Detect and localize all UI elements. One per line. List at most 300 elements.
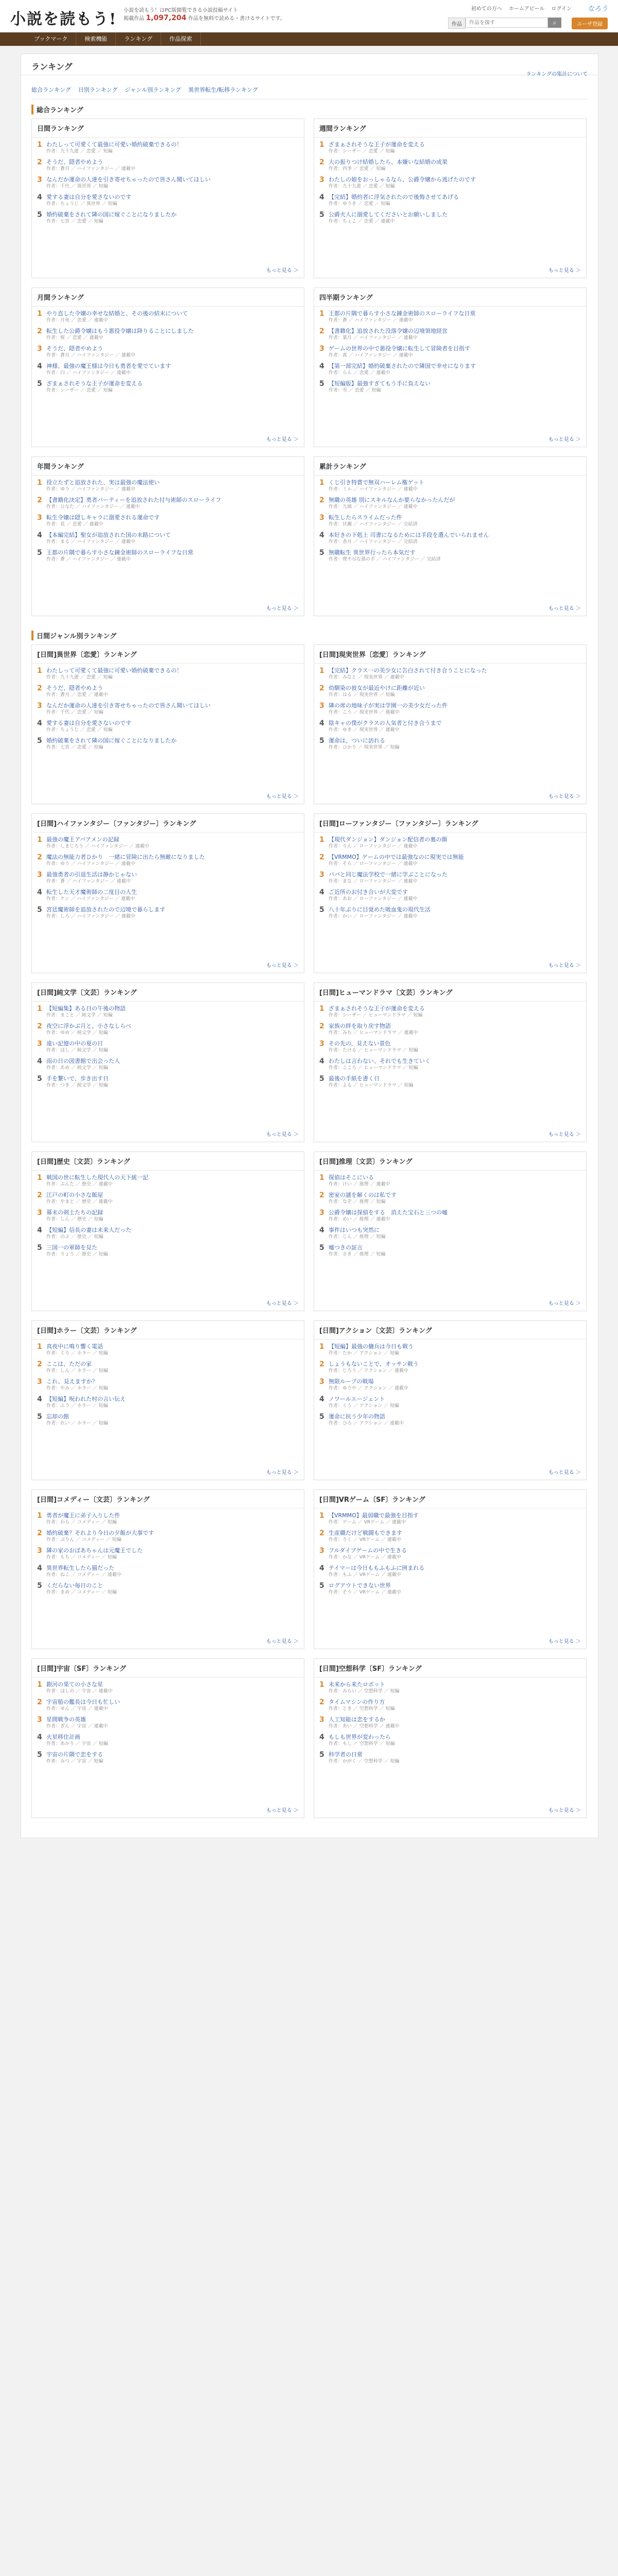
list-item <box>314 138 586 155</box>
work-meta: 作者：つき ／ 純文学 ／ 短編 <box>46 1083 108 1088</box>
rank-number: 3 <box>319 176 324 184</box>
work-title-link[interactable]: 探偵はそこにいる <box>329 1174 374 1181</box>
work-title-link[interactable]: 【書籍化】追放された没落令嬢の辺境領地経営 <box>329 328 448 334</box>
list-item <box>314 1037 586 1054</box>
work-title-link[interactable]: 嘘つきの証言 <box>329 1244 363 1251</box>
user-register-button[interactable]: ユーザ登録 <box>572 18 608 29</box>
rank-number: 3 <box>37 702 42 710</box>
work-meta: 作者：ちょうじ ／ 異世界 ／ 短編 <box>46 201 117 207</box>
work-title-link[interactable]: 【本編完結】聖女が追放された国の末路について <box>46 532 171 538</box>
list-item <box>32 885 304 903</box>
work-title-link[interactable]: 転生した天才魔術師の二度目の人生 <box>46 889 137 895</box>
list-item <box>314 1509 586 1526</box>
work-title-link[interactable]: 転生した公爵令嬢はもう悪役令嬢は降りることにしました <box>46 328 194 334</box>
search-input[interactable] <box>466 18 548 28</box>
list-item <box>32 1695 304 1713</box>
work-title-link[interactable]: タイムマシンの作り方 <box>329 1699 385 1705</box>
list-item <box>314 1579 586 1596</box>
rank-number: 2 <box>319 327 324 335</box>
work-meta: 作者：けい ／ 推理 ／ 連載中 <box>329 1182 390 1187</box>
work-title-link[interactable]: 愛する妻は自分を愛さないのです <box>46 194 131 200</box>
work-title-link[interactable]: 真夜中に鳴り響く電話 <box>46 1343 103 1350</box>
work-title-link[interactable]: 忘却の館 <box>46 1413 69 1420</box>
work-meta: 作者：たか ／ アクション ／ 短編 <box>329 1351 399 1356</box>
rank-number: 2 <box>37 496 42 504</box>
more-link[interactable]: もっと見る ＞ <box>266 1470 299 1476</box>
work-title-link[interactable]: 愛する妻は自分を愛さないのです <box>46 720 131 726</box>
work-title-link[interactable]: 転生したらスライムだった件 <box>329 514 402 521</box>
rank-number: 2 <box>319 158 324 166</box>
work-meta: 作者：たける ／ ヒューマンドラマ ／ 短編 <box>329 1048 418 1053</box>
work-title-link[interactable]: 異世界転生したら猫だった <box>46 1565 114 1571</box>
work-meta: 作者：九十九遊 ／ 恋愛 ／ 短編 <box>329 184 395 189</box>
work-title-link[interactable]: 隣の席の地味子が実は学園一の美少女だった件 <box>329 702 448 709</box>
ranking-grid <box>31 645 588 1827</box>
nav-bookmark[interactable]: ブックマーク <box>26 32 76 46</box>
work-title-link[interactable]: 王都の片隅で暮らす小さな錬金術師のスローライフな日常 <box>46 549 194 556</box>
card-title: [日間]異世界〔恋愛〕ランキング <box>32 645 304 664</box>
rank-number: 2 <box>319 1022 324 1030</box>
work-title-link[interactable]: ババと同じ魔法学校で一緒に学ぶことになった <box>329 871 448 878</box>
list-item <box>314 1375 586 1392</box>
work-title-link[interactable]: 【書籍化決定】勇者パーティーを追放された付与術師のスローライフ <box>46 497 221 503</box>
work-title-link[interactable]: 宇宙船の艦長は今日も忙しい <box>46 1699 120 1705</box>
work-meta: 作者：伏瀬 ／ ハイファンタジー ／ 完結済 <box>329 522 418 527</box>
work-title-link[interactable]: くじ引き特賞で無双ハーレム権ゲット <box>329 479 424 486</box>
card-title: [日間]ローファンタジー〔ファンタジー〕ランキング <box>314 814 586 833</box>
page-header <box>21 54 598 75</box>
work-meta: 作者：理不尽な孫の手 ／ ハイファンタジー ／ 完結済 <box>329 557 441 562</box>
nav-search[interactable]: 検索機能 <box>76 32 116 46</box>
list-item <box>32 324 304 342</box>
more-link[interactable]: もっと見る ＞ <box>548 1301 581 1307</box>
ranking-card <box>314 1489 587 1649</box>
work-title-link[interactable]: ざまぁされそうな王子が運命を変える <box>329 141 425 148</box>
list-item <box>314 1223 586 1241</box>
work-title-link[interactable]: 未来から来たロボット <box>329 1681 385 1688</box>
work-title-link[interactable]: 江戸の町の小さな飯屋 <box>46 1192 103 1198</box>
rank-number: 1 <box>319 479 324 487</box>
rank-number: 4 <box>319 531 324 539</box>
work-title-link[interactable]: ノワールエージェント <box>329 1396 385 1402</box>
more-link[interactable]: もっと見る ＞ <box>266 606 299 612</box>
rank-number: 4 <box>37 1057 42 1065</box>
list-item <box>314 307 586 324</box>
top-link[interactable]: ログイン <box>551 6 572 12</box>
work-title-link[interactable]: わたしは言わない、それでも生きていく <box>329 1058 431 1064</box>
work-title-link[interactable]: 大の振りつけ結婚したら、本嫌いな結婚の成果 <box>329 159 448 165</box>
work-title-link[interactable]: 魔法の無能力者ひかり 一緒に冒険に出たら無敵になりました <box>46 854 205 860</box>
work-title-link[interactable]: 【短編】最強の傭兵は今日も戦う <box>329 1343 414 1350</box>
work-meta: 作者：七宮 ／ 恋愛 ／ 短編 <box>46 745 104 750</box>
site-header <box>0 0 618 32</box>
more-link[interactable]: もっと見る ＞ <box>548 794 581 800</box>
card-title: [日間]推理〔文芸〕ランキング <box>314 1152 586 1171</box>
ranking-help-link[interactable]: ランキングの集計について <box>526 72 588 77</box>
rank-number: 4 <box>319 1057 324 1065</box>
work-meta: 作者：こころ ／ ヒューマンドラマ ／ 短編 <box>329 1065 418 1071</box>
work-title-link[interactable]: 【完結】婚約者に浮気されたので後悔させてあげる <box>329 194 459 200</box>
work-title-link[interactable]: 【現代ダンジョン】ダンジョン配信者の裏の顔 <box>329 836 448 843</box>
work-title-link[interactable]: 【完結】クラス一の美少女に告白されて付き合うことになった <box>329 667 487 674</box>
work-title-link[interactable]: 【短編】呪われた村の言い伝え <box>46 1396 126 1402</box>
tab-genre[interactable]: ジャンル別ランキング <box>125 87 181 93</box>
work-title-link[interactable]: 手を繋いで、歩き出す日 <box>46 1075 109 1082</box>
work-title-link[interactable]: 八十年ぶりに目覚めた吸血鬼の現代生活 <box>329 906 431 913</box>
rank-number: 1 <box>319 667 324 675</box>
card-title: [日間]歴史〔文芸〕ランキング <box>32 1152 304 1171</box>
list-item <box>314 1677 586 1695</box>
rank-number: 2 <box>37 1022 42 1030</box>
work-title-link[interactable]: 幕末の剣士たちの記録 <box>46 1209 103 1216</box>
search-box <box>448 18 561 29</box>
rank-number: 3 <box>37 1040 42 1048</box>
list-item <box>32 546 304 563</box>
card-title: [日間]ホラー〔文芸〕ランキング <box>32 1321 304 1340</box>
work-title-link[interactable]: 運命は、ついに訪れる <box>329 737 385 744</box>
work-title-link[interactable]: 【短編】信長の妻は未来人だった <box>46 1227 131 1233</box>
work-title-link[interactable]: 最強勇者の引退生活は静かじゃない <box>46 871 137 878</box>
work-meta: 作者：あい ／ 空想科学 ／ 連載中 <box>329 1724 400 1729</box>
work-title-link[interactable]: 銀河の果ての小さな星 <box>46 1681 103 1688</box>
top-link[interactable]: ホームアピール <box>508 6 545 12</box>
work-meta: 作者：ゆき ／ 現実世界 ／ 連載中 <box>329 727 400 733</box>
work-title-link[interactable]: くだらない毎日のこと <box>46 1582 103 1589</box>
ranking-card <box>31 982 304 1142</box>
work-meta: 作者：あお ／ ローファンタジー ／ 連載中 <box>329 896 418 902</box>
work-title-link[interactable]: 隣の家のおばあちゃんは元魔王でした <box>46 1547 143 1554</box>
rank-number: 4 <box>37 719 42 727</box>
search-button[interactable] <box>548 18 561 28</box>
work-meta: 作者：しろ ／ ハイファンタジー ／ 連載中 <box>46 914 135 919</box>
work-meta: 作者：ふう ／ ホラー ／ 短編 <box>46 1403 108 1409</box>
rank-number: 5 <box>319 380 324 388</box>
rank-number: 2 <box>37 1191 42 1199</box>
more-link[interactable]: もっと見る ＞ <box>266 268 299 274</box>
work-title-link[interactable]: 星間戦争の英雄 <box>46 1716 86 1723</box>
list-item <box>32 1206 304 1223</box>
work-title-link[interactable]: 婚約破棄をされて隣の国に嫁ぐことになりましたか <box>46 737 177 744</box>
list-item <box>314 377 586 394</box>
rank-number: 1 <box>319 1512 324 1520</box>
rank-number: 2 <box>319 853 324 861</box>
work-title-link[interactable]: 無職転生 異世界行ったら本気だす <box>329 549 416 556</box>
work-meta: 作者：九頭 ／ ハイファンタジー ／ 連載中 <box>329 504 418 510</box>
work-meta: 作者：ほしの ／ 宇宙 ／ 連載中 <box>46 1689 113 1694</box>
rank-number: 3 <box>319 345 324 353</box>
work-meta: 作者：九十九遊 ／ 恋愛 ／ 短編 <box>46 149 113 154</box>
list-item <box>32 1054 304 1072</box>
work-title-link[interactable]: 婚約破棄をされて隣の国に嫁ぐことになりましたか <box>46 211 177 218</box>
tab-overall[interactable]: 総合ランキング <box>31 87 71 93</box>
list-item <box>32 1357 304 1375</box>
top-links <box>466 4 572 12</box>
rank-number: 3 <box>37 345 42 353</box>
nav-ranking[interactable]: ランキング <box>116 32 161 46</box>
more-link[interactable]: もっと見る ＞ <box>266 1132 299 1138</box>
work-title-link[interactable]: 本好きの下剋上 司書になるためには手段を選んでいられません <box>329 532 489 538</box>
work-meta: 作者：りく ／ VRゲーム ／ 連載中 <box>329 1537 401 1543</box>
work-meta: 作者：よる ／ ヒューマンドラマ ／ 短編 <box>329 1083 414 1088</box>
more-link[interactable]: もっと見る ＞ <box>548 437 581 443</box>
work-title-link[interactable]: 三国一の軍師を見た <box>46 1244 97 1251</box>
work-title-link[interactable]: 人工知能は恋をするか <box>329 1716 385 1723</box>
work-title-link[interactable]: 家族の絆を取り戻す物語 <box>329 1023 391 1029</box>
work-title-link[interactable]: 宮廷魔術師を追放されたので辺境で暮らします <box>46 906 165 913</box>
search-type-select[interactable]: 作品 <box>448 18 466 29</box>
work-meta: 作者：しん ／ 歴史 ／ 短編 <box>46 1217 104 1222</box>
rank-number: 5 <box>37 1075 42 1083</box>
work-title-link[interactable]: しょうもないことで、オッサン戦う <box>329 1361 419 1367</box>
work-title-link[interactable]: ゲームの世界の中で悪役令嬢に転生して冒険者を目指す <box>329 345 470 352</box>
list-item <box>314 681 586 699</box>
search-icon: ⌕ <box>553 19 557 26</box>
work-title-link[interactable]: ざまぁされそうな王子が運命を変える <box>46 380 143 387</box>
work-title-link[interactable]: 密室の謎を解くのは私です <box>329 1192 397 1198</box>
rank-number: 5 <box>319 737 324 745</box>
top-link[interactable]: 初めての方へ <box>471 6 502 12</box>
work-title-link[interactable]: 公爵令嬢は探偵をする 消えた宝石と三つの嘘 <box>329 1209 448 1216</box>
more-link[interactable]: もっと見る ＞ <box>266 794 299 800</box>
work-title-link[interactable]: 運命に抗う少年の物語 <box>329 1413 385 1420</box>
list-item <box>32 208 304 225</box>
rank-number: 2 <box>37 158 42 166</box>
rank-number: 1 <box>37 836 42 844</box>
work-meta: 作者：くう ／ アクション ／ 短編 <box>329 1403 399 1409</box>
work-meta: 作者：めい ／ 推理 ／ 連載中 <box>329 1217 390 1222</box>
work-title-link[interactable]: 夜空に浮かぶ月と、小さなしらべ <box>46 1023 131 1029</box>
rank-number: 3 <box>319 1716 324 1724</box>
card-title: [日間]宇宙〔SF〕ランキング <box>32 1659 304 1677</box>
work-title-link[interactable]: ざまぁされそうな王子が運命を変える <box>329 1005 425 1012</box>
rank-number: 3 <box>37 176 42 184</box>
rank-number: 3 <box>319 1209 324 1217</box>
ranking-card <box>314 118 587 278</box>
work-title-link[interactable]: 勇者が魔王に弟子入りした件 <box>46 1512 120 1519</box>
rank-number: 1 <box>37 667 42 675</box>
work-title-link[interactable]: その先の、見えない景色 <box>329 1040 391 1047</box>
work-meta: 作者：しん ／ ホラー ／ 短編 <box>46 1368 108 1374</box>
work-title-link[interactable]: ログアウトできない世界 <box>329 1582 391 1589</box>
more-link[interactable]: もっと見る ＞ <box>548 268 581 274</box>
work-title-link[interactable]: 【VRMMO】ゲームの中では最強なのに現実では無能 <box>329 854 464 860</box>
work-title-link[interactable]: 陰キャの僕がクラスの人気者と付き合うまで <box>329 720 442 726</box>
more-link[interactable]: もっと見る ＞ <box>548 606 581 612</box>
rank-number: 4 <box>37 531 42 539</box>
list-item <box>314 173 586 190</box>
list-item <box>314 1561 586 1579</box>
work-meta: 作者：ひなた ／ ハイファンタジー ／ 連載中 <box>46 504 140 510</box>
work-title-link[interactable]: やり直した令嬢の幸せな結婚と、その後の結末について <box>46 310 188 317</box>
card-title: [日間]コメディー〔文芸〕ランキング <box>32 1490 304 1509</box>
list-item <box>314 885 586 903</box>
work-title-link[interactable]: 役立たずと追放された、実は最強の魔法使い <box>46 479 160 486</box>
work-meta: 作者：まる ／ ハイファンタジー ／ 連載中 <box>46 539 135 545</box>
work-meta: 作者：はる ／ 現実世界 ／ 短編 <box>329 692 395 698</box>
list-item <box>314 1526 586 1544</box>
work-title-link[interactable]: 雨の日の図書館で出会った人 <box>46 1058 120 1064</box>
nav-explore[interactable]: 作品探索 <box>161 32 201 46</box>
rank-number: 2 <box>319 1698 324 1706</box>
list-item <box>314 868 586 885</box>
list-item <box>32 1188 304 1206</box>
rank-number: 5 <box>319 1075 324 1083</box>
work-meta: 作者：ほし ／ 純文学 ／ 短編 <box>46 1048 108 1053</box>
work-title-link[interactable]: わたしって可愛くて最強に可愛い婚約破棄できるの！ <box>46 141 182 148</box>
rank-number: 1 <box>37 1343 42 1351</box>
work-title-link[interactable]: フルダイブゲームの中で生きる <box>329 1547 407 1554</box>
more-link[interactable]: もっと見る ＞ <box>266 1808 299 1814</box>
work-title-link[interactable]: 最後の手紙を書く日 <box>329 1075 380 1082</box>
work-title-link[interactable]: なんだか運命の人達を引き寄せちゃったので皆さん聞いてほしい <box>46 702 211 709</box>
ranking-card <box>31 1320 304 1480</box>
list-item <box>32 1340 304 1357</box>
list-item <box>32 699 304 716</box>
list-item <box>32 493 304 511</box>
list-item <box>32 1223 304 1241</box>
work-meta: 作者：蒼 ／ ハイファンタジー ／ 連載中 <box>329 318 413 323</box>
ranking-card <box>314 287 587 447</box>
more-link[interactable]: もっと見る ＞ <box>266 963 299 969</box>
rank-number: 5 <box>319 1751 324 1759</box>
work-meta: 作者：みらい ／ 空想科学 ／ 短編 <box>329 1689 400 1694</box>
main-nav <box>0 32 618 46</box>
work-meta: 作者：ゲーム ／ VRゲーム ／ 連載中 <box>329 1520 406 1525</box>
more-link[interactable]: もっと見る ＞ <box>266 437 299 443</box>
work-meta: 作者：そう ／ VRゲーム ／ 連載中 <box>329 1590 401 1595</box>
list-item <box>32 359 304 377</box>
more-link[interactable]: もっと見る ＞ <box>266 1301 299 1307</box>
work-meta: 作者：こう ／ 現実世界 ／ 連載中 <box>329 710 400 715</box>
work-title-link[interactable]: 幼馴染の彼女が最近やけに距離が近い <box>329 685 425 691</box>
ranking-card <box>31 118 304 278</box>
work-meta: 作者：花 ／ 恋愛 ／ 連載中 <box>46 522 104 527</box>
work-title-link[interactable]: 王都の片隅で暮らす小さな錬金術師のスローライフな日常 <box>329 310 476 317</box>
list-item <box>314 1019 586 1037</box>
work-title-link[interactable]: わたしの娘をおっしゃるなら、公爵令嬢から逃げたのです <box>329 176 476 183</box>
work-meta: 作者：桜 ／ 恋愛 ／ 連載中 <box>46 335 104 341</box>
ranking-card <box>31 456 304 616</box>
work-meta: 作者：ケン ／ ハイファンタジー ／ 連載中 <box>46 896 135 902</box>
section-title: 総合ランキング <box>31 105 588 114</box>
work-title-link[interactable]: 転生令嬢は隠しキャラに溺愛される運命です <box>46 514 160 521</box>
rank-number: 4 <box>37 1395 42 1403</box>
work-title-link[interactable]: なんだか運命の人達を引き寄せちゃったので皆さん聞いてほしい <box>46 176 211 183</box>
work-meta: 作者：くろ ／ ホラー ／ 短編 <box>46 1351 108 1356</box>
more-link[interactable]: もっと見る ＞ <box>548 1470 581 1476</box>
ranking-card <box>314 1658 587 1818</box>
work-title-link[interactable]: 生産職だけど戦闘もできます <box>329 1530 402 1536</box>
work-title-link[interactable]: 火星移住計画 <box>46 1734 80 1740</box>
work-title-link[interactable]: そうだ、隠者やめよう <box>46 159 103 165</box>
tab-isekai[interactable]: 異世界転生/転移ランキング <box>188 87 258 93</box>
work-meta: 作者：ひろ ／ アクション ／ 連載中 <box>329 1421 404 1426</box>
work-title-link[interactable]: 遠い記憶の中の夏の日 <box>46 1040 103 1047</box>
work-meta: 作者：さき ／ 推理 ／ 短編 <box>329 1252 386 1257</box>
list-item <box>314 324 586 342</box>
list-item <box>314 699 586 716</box>
list-item <box>32 903 304 920</box>
work-title-link[interactable]: ここは、ただの家 <box>46 1361 92 1367</box>
rank-number: 3 <box>37 1209 42 1217</box>
more-link[interactable]: もっと見る ＞ <box>548 1639 581 1645</box>
more-link[interactable]: もっと見る ＞ <box>266 1639 299 1645</box>
work-title-link[interactable]: もしも世界が変わったら <box>329 1734 391 1740</box>
work-meta: 作者：ぶんた ／ 歴史 ／ 連載中 <box>46 1182 113 1187</box>
rank-number: 3 <box>319 1040 324 1048</box>
list-item <box>314 1340 586 1357</box>
rank-number: 5 <box>319 1413 324 1421</box>
work-title-link[interactable]: 戦国の世に転生した現代人の天下統一記 <box>46 1174 148 1181</box>
list-item <box>32 1002 304 1019</box>
site-logo[interactable]: 小説を読もう! <box>10 10 117 28</box>
list-item <box>32 1579 304 1596</box>
list-item <box>32 1677 304 1695</box>
work-title-link[interactable]: 無限ループの戦場 <box>329 1378 374 1385</box>
work-meta: 作者：もし ／ 空想科学 ／ 短編 <box>329 1741 395 1747</box>
rank-number: 1 <box>37 1174 42 1182</box>
list-item <box>32 138 304 155</box>
work-title-link[interactable]: 公爵夫人に溺愛してくださいとお願いしました <box>329 211 448 218</box>
more-link[interactable]: もっと見る ＞ <box>548 1132 581 1138</box>
list-item <box>314 1730 586 1748</box>
work-title-link[interactable]: 無職の英雄 別にスキルなんか要らなかったんだが <box>329 497 455 503</box>
more-link[interactable]: もっと見る ＞ <box>548 963 581 969</box>
list-item <box>32 1730 304 1748</box>
work-title-link[interactable]: これ、見えますか？ <box>46 1378 98 1385</box>
work-meta: 作者：みち ／ ヒューマンドラマ ／ 連載中 <box>329 1030 418 1036</box>
work-title-link[interactable]: わたしって可愛くて最強に可愛い婚約破棄できるの！ <box>46 667 182 674</box>
work-title-link[interactable]: ご近所のお付き合いが大変です <box>329 889 408 895</box>
work-title-link[interactable]: 神様、最強の魔王様は今日も勇者を愛でています <box>46 363 171 369</box>
list-item <box>32 511 304 528</box>
work-title-link[interactable]: 婚約破棄？それより今日の夕飯が大事です <box>46 1530 154 1536</box>
rank-number: 5 <box>37 549 42 557</box>
more-link[interactable]: もっと見る ＞ <box>548 1808 581 1814</box>
work-title-link[interactable]: そうだ、隠者やめよう <box>46 345 103 352</box>
work-meta: 作者：りん ／ ローファンタジー ／ 連載中 <box>329 844 418 849</box>
work-title-link[interactable]: 【VRMMO】最弱職で最強を目指す <box>329 1512 419 1519</box>
brand-logo[interactable]: なろう <box>587 5 608 13</box>
work-title-link[interactable]: テイマーは今日ももふもふに囲まれる <box>329 1565 425 1571</box>
ranking-card <box>31 1658 304 1818</box>
work-title-link[interactable]: 宇宙の片隅で恋をする <box>46 1751 103 1758</box>
work-meta: 作者：もふ ／ VRゲーム ／ 連載中 <box>329 1572 401 1578</box>
rank-number: 5 <box>319 1582 324 1590</box>
list-item <box>314 528 586 546</box>
work-title-link[interactable]: 最強の魔王アバアメンの記録 <box>46 836 119 843</box>
work-title-link[interactable]: 【短編集】ある日の午後の物語 <box>46 1005 126 1012</box>
list-item <box>314 190 586 208</box>
tab-daily[interactable]: 日別ランキング <box>78 87 118 93</box>
work-title-link[interactable]: 【短編版】最強すぎてもう手に負えない <box>329 380 431 387</box>
work-meta: 作者：ゆめ ／ 純文学 ／ 短編 <box>46 1030 108 1036</box>
work-meta: 作者：なぞ ／ 推理 ／ 短編 <box>329 1199 386 1205</box>
list-item <box>314 359 586 377</box>
ranking-tabs <box>31 81 588 99</box>
list-item <box>314 476 586 493</box>
rank-number: 1 <box>319 310 324 318</box>
rank-number: 4 <box>37 1226 42 1234</box>
work-title-link[interactable]: 事件はいつも突然に <box>329 1227 380 1233</box>
work-title-link[interactable]: 【第一部完結】婚約破棄されたので隣国で幸せになります <box>329 363 476 369</box>
work-meta: 作者：四季 ／ 恋愛 ／ 短編 <box>329 166 386 172</box>
work-title-link[interactable]: 科学者の日常 <box>329 1751 363 1758</box>
list-item <box>314 1206 586 1223</box>
work-title-link[interactable]: そうだ、隠者やめよう <box>46 685 103 691</box>
work-meta: 作者：あかり ／ 宇宙 ／ 短編 <box>46 1741 108 1747</box>
work-meta: 作者：まめ ／ コメディー ／ 短編 <box>46 1590 117 1595</box>
